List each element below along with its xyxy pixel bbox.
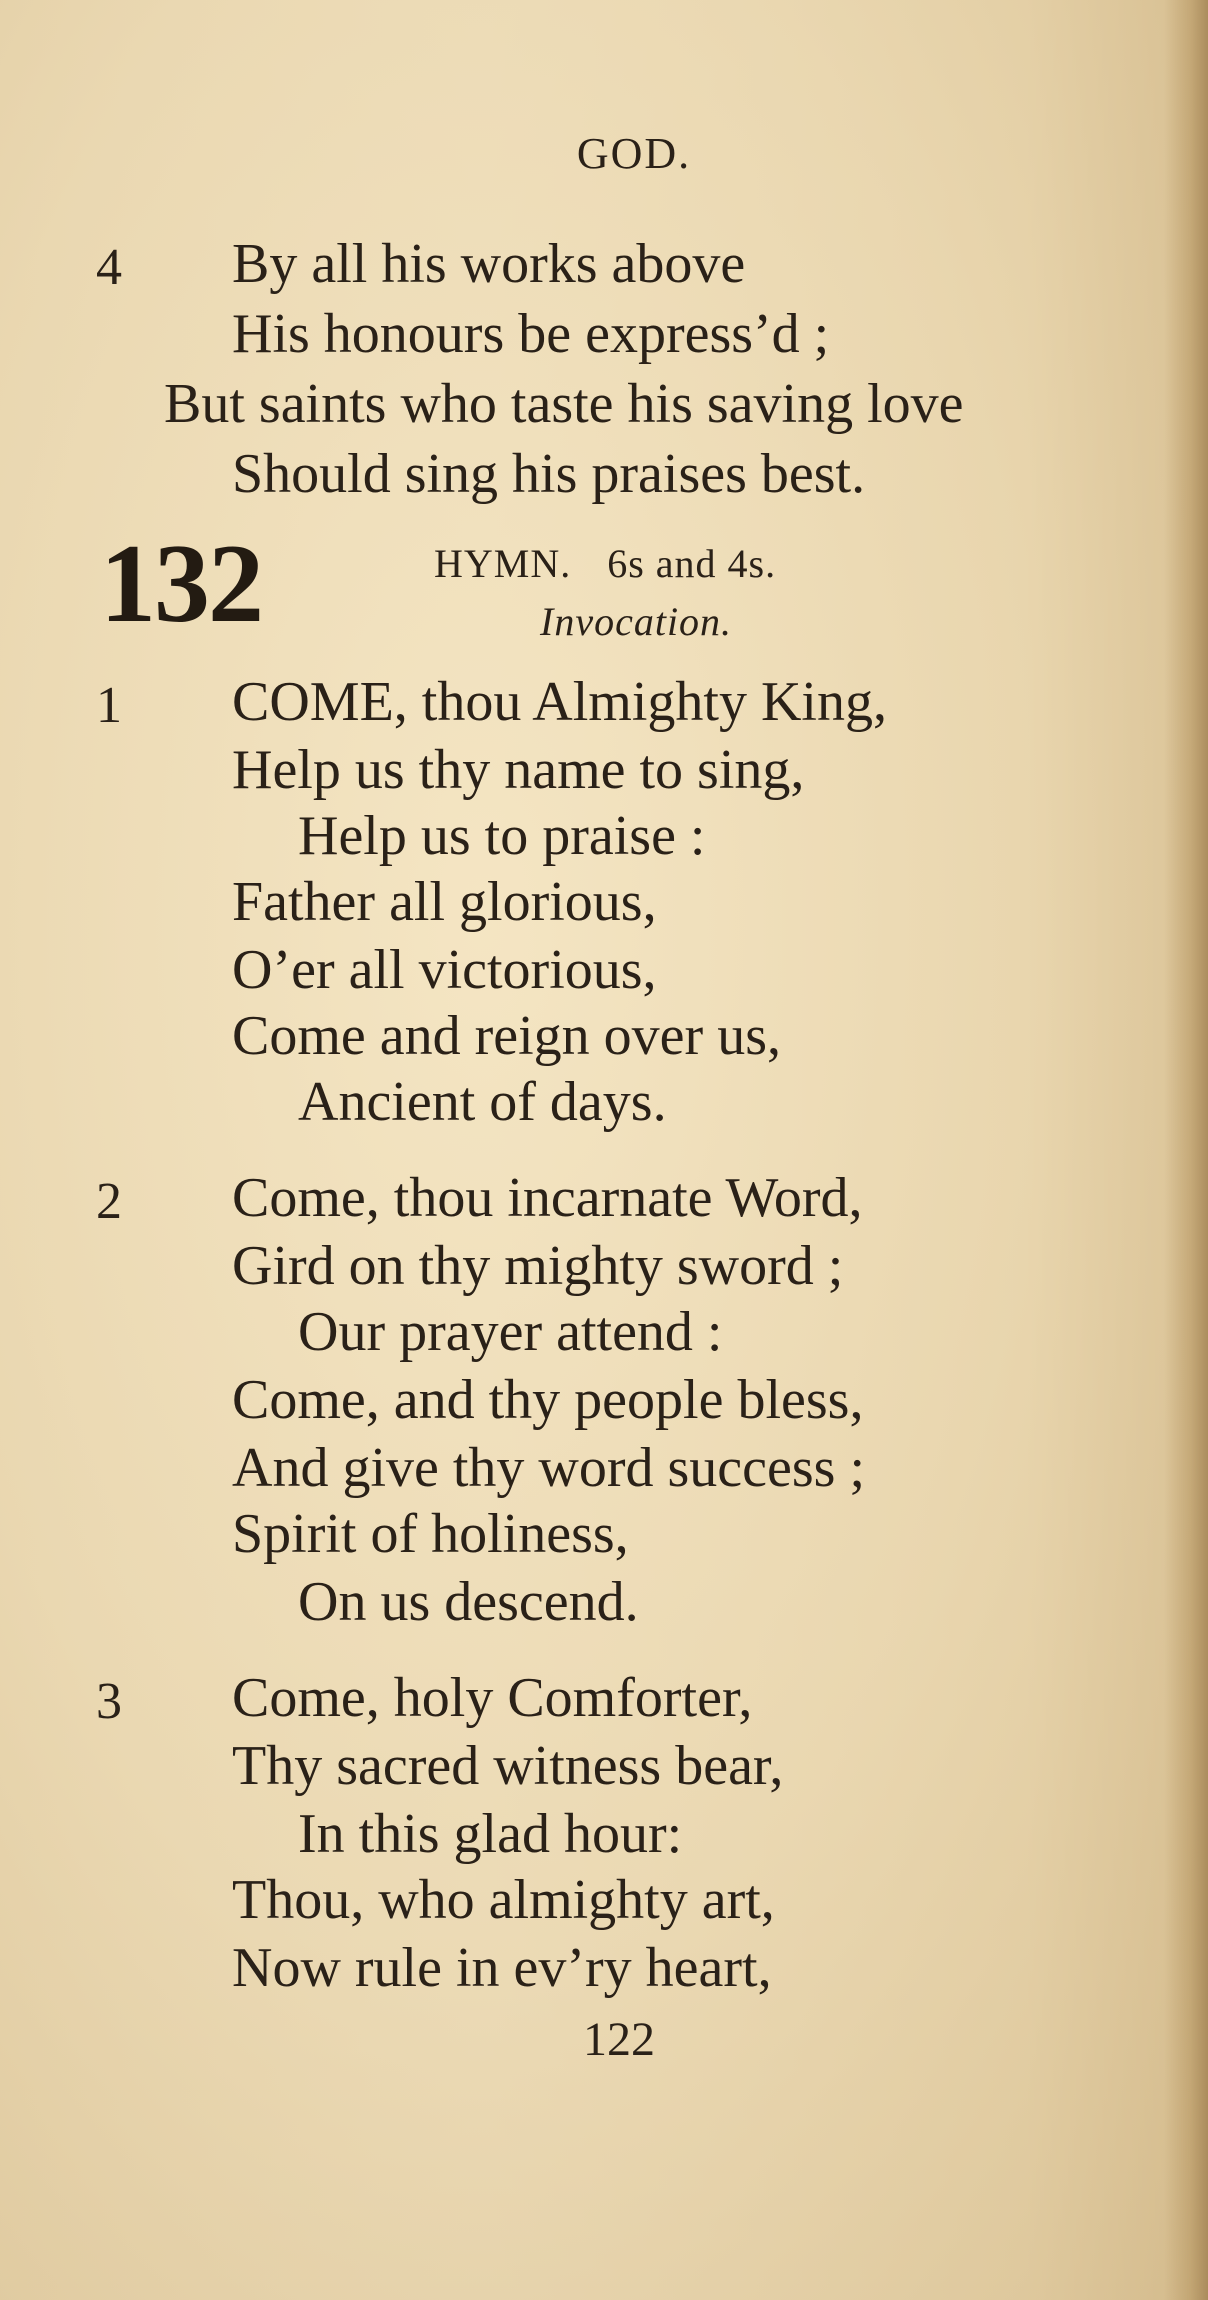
verse-line: Father all glorious, (232, 871, 657, 933)
verse-line: And give thy word success ; (232, 1437, 866, 1499)
verse-line: Now rule in ev’ry heart, (232, 1937, 772, 1999)
verse-number: 2 (96, 1173, 122, 1230)
verse-line: By all his works above (232, 233, 746, 295)
hymn-heading (434, 540, 776, 587)
verse-line: Our prayer attend : (298, 1301, 723, 1363)
hymn-meter: 6s and 4s. (607, 541, 777, 586)
verse-line: Come, and thy people bless, (232, 1369, 864, 1431)
verse-number: 1 (96, 677, 122, 734)
verse-line: Thou, who almighty art, (232, 1869, 775, 1931)
verse-line: Come and reign over us, (232, 1005, 781, 1067)
running-head: GOD. (576, 129, 692, 178)
verse-number: 4 (96, 239, 122, 296)
page-edge-shadow (1164, 0, 1208, 2300)
verse-line: Should sing his praises best. (232, 443, 866, 505)
verse-line: Gird on thy mighty sword ; (232, 1235, 844, 1297)
verse-line: Help us thy name to sing, (232, 739, 805, 801)
verse-line: Come, thou incarnate Word, (232, 1167, 863, 1229)
verse-line: O’er all victorious, (232, 939, 657, 1001)
verse-number: 3 (96, 1673, 122, 1730)
verse-line: His honours be express’d ; (232, 303, 830, 365)
verse-line: Help us to praise : (298, 805, 706, 867)
verse-line: Ancient of days. (298, 1071, 667, 1133)
page-number: 122 (583, 2013, 655, 2066)
verse-line: On us descend. (298, 1571, 639, 1633)
verse-line: Come, holy Comforter, (232, 1667, 753, 1729)
verse-line: But saints who taste his saving love (164, 373, 964, 435)
hymn-label: HYMN. (434, 541, 572, 586)
verse-line: In this glad hour: (298, 1803, 683, 1865)
verse-line: Thy sacred witness bear, (232, 1735, 784, 1797)
hymn-subject: Invocation. (540, 599, 733, 644)
verse-line: COME, thou Almighty King, (232, 671, 887, 733)
verse-line: Spirit of holiness, (232, 1503, 629, 1565)
hymn-number: 132 (100, 522, 262, 646)
